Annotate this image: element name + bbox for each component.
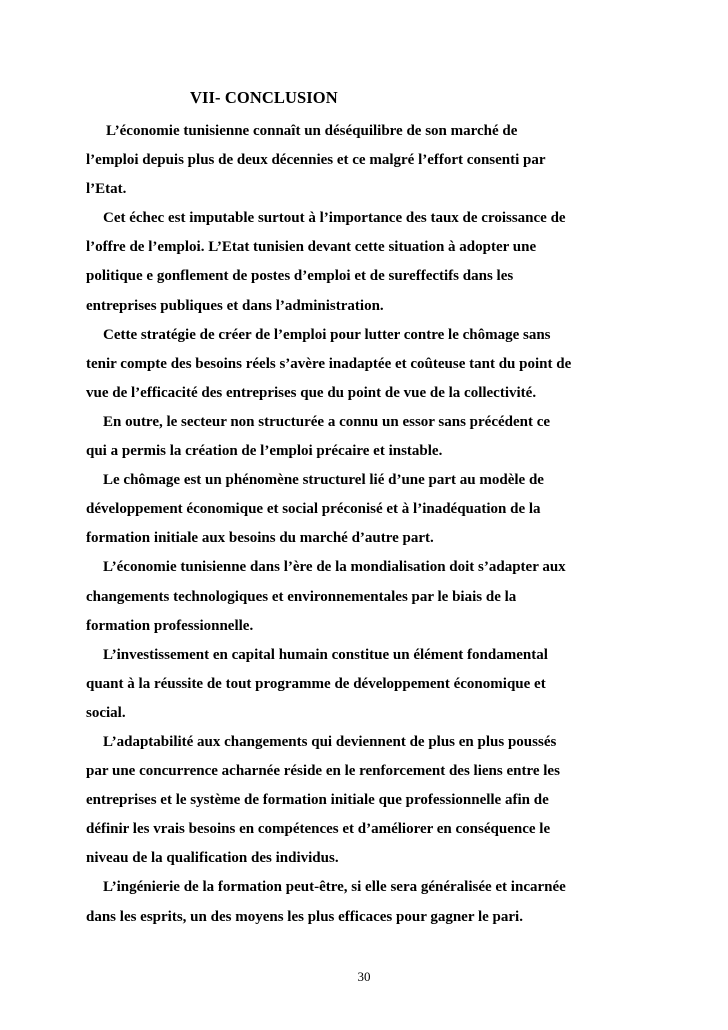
paragraph-5 [86, 466, 656, 553]
conclusion-body [86, 117, 656, 932]
paragraph-line: formation professionnelle. [86, 617, 254, 634]
paragraph-line: L’économie tunisienne connaît un déséquilibre de son marché de [106, 123, 518, 139]
paragraph-line: formation initiale aux besoins du marché d’autre part. [86, 530, 434, 547]
paragraph-line: Cet échec est imputable surtout à l’importance des taux de croissance de [103, 210, 566, 227]
paragraph-1 [86, 117, 656, 204]
paragraph-line: développement économique et social préconisé et à l’inadéquation de la [86, 501, 541, 518]
paragraph-line: niveau de la qualification des individus. [86, 850, 339, 867]
paragraph-7 [86, 641, 656, 728]
paragraph-line: Le chômage est un phénomène structurel lié d’une part au modèle de [103, 472, 544, 489]
paragraph-8 [86, 728, 656, 873]
paragraph-line: L’économie tunisienne dans l’ère de la mondialisation doit s’adapter aux [103, 559, 566, 576]
paragraph-9 [86, 873, 656, 931]
paragraph-2 [86, 204, 656, 320]
paragraph-3 [86, 321, 656, 408]
paragraph-line: En outre, le secteur non structurée a connu un essor sans précédent ce [103, 413, 551, 430]
paragraph-line: par une concurrence acharnée réside en le renforcement des liens entre les [86, 763, 560, 780]
page-number: 30 [357, 969, 371, 984]
paragraph-line: l’Etat. [86, 181, 127, 198]
paragraph-line: politique e gonflement de postes d’emploi et de sureffectifs dans les [86, 268, 514, 285]
paragraph-4 [86, 408, 656, 466]
paragraph-line: définir les vrais besoins en compétences et d’améliorer en conséquence le [86, 821, 551, 838]
paragraph-line: dans les esprits, un des moyens les plus efficaces pour gagner le pari. [86, 908, 523, 925]
paragraph-line: entreprises publiques et dans l’administration. [86, 297, 384, 314]
paragraph-line: tenir compte des besoins réels s’avère inadaptée et coûteuse tant du point de [86, 355, 572, 372]
paragraph-line: quant à la réussite de tout programme de développement économique et [86, 675, 546, 692]
paragraph-6 [86, 553, 656, 640]
paragraph-line: changements technologiques et environnementales par le biais de la [86, 588, 517, 605]
paragraph-line: Cette stratégie de créer de l’emploi pour lutter contre le chômage sans [103, 326, 551, 343]
paragraph-line: L’investissement en capital humain constitue un élément fondamental [103, 646, 548, 663]
paragraph-line: vue de l’efficacité des entreprises que du point de vue de la collectivité. [86, 384, 537, 401]
paragraph-line: entreprises et le système de formation initiale que professionnelle afin de [86, 792, 549, 809]
paragraph-line: L’ingénierie de la formation peut-être, si elle sera généralisée et incarnée [103, 879, 566, 896]
section-heading: VII- CONCLUSION [190, 88, 338, 107]
paragraph-line: social. [86, 704, 126, 721]
paragraph-line: l’emploi depuis plus de deux décennies et ce malgré l’effort consenti par [86, 152, 546, 169]
paragraph-line: qui a permis la création de l’emploi précaire et instable. [86, 443, 443, 460]
paragraph-line: l’offre de l’emploi. L’Etat tunisien devant cette situation à adopter une [86, 239, 537, 256]
paragraph-line: L’adaptabilité aux changements qui deviennent de plus en plus poussés [103, 733, 557, 750]
